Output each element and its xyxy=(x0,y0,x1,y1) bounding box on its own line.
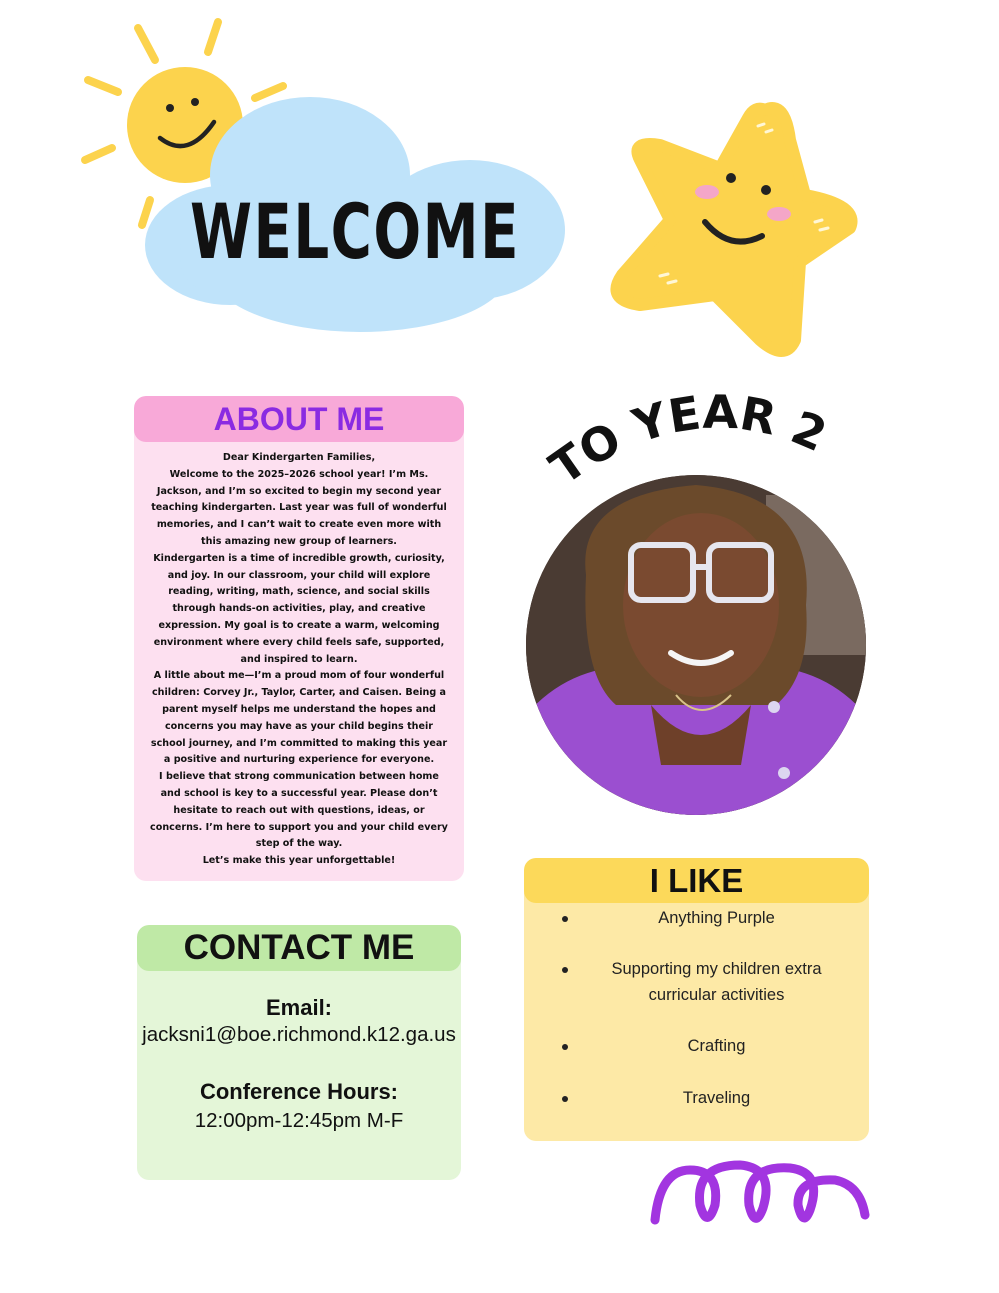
to-year-2-text: TO YEAR 2 xyxy=(540,390,835,496)
bullet-icon xyxy=(562,1096,568,1102)
about-paragraph: Welcome to the 2025–2026 school year! I’m Ms. Jackson, and I’m so excited to begin my second year teaching kindergarten. Last year was full of wonderful memories, and I can’t wait to create even more with this amazing new group of learners. xyxy=(151,468,447,547)
about-me-title: ABOUT ME xyxy=(134,396,464,442)
about-paragraph: I believe that strong communication between home and school is key to a successful year. Please don’t hesitate to reach out with questions, ideas, or concerns. I’m here to support you and your child every step of the way. xyxy=(150,771,448,850)
about-paragraph: Let’s make this year unforgettable! xyxy=(202,855,396,867)
about-me-card xyxy=(134,396,464,881)
list-item xyxy=(524,1033,869,1059)
like-text: Supporting my children extra curricular activities xyxy=(611,960,822,1004)
smiling-star-icon xyxy=(616,108,851,351)
about-paragraph: Kindergarten is a time of incredible growth, curiosity, and joy. In our classroom, your child will explore reading, writing, math, science, and social skills through hands-on activities, play, and creative expression. My goal is to create a warm, welcoming environment where every child feels safe, supported, and inspired to learn. xyxy=(153,552,445,665)
about-paragraph: A little about me—I’m a proud mom of four wonderful children: Corvey Jr., Taylor, Carter, and Caisen. Being a parent myself helps me understand the hopes and concerns you may have as your child begins their school journey, and I’m committed to making this year a positive and nurturing experience for everyone. xyxy=(150,670,448,766)
bullet-icon xyxy=(562,916,568,922)
about-paragraph: Dear Kindergarten Families, xyxy=(222,452,376,463)
contact-me-title: CONTACT ME xyxy=(137,925,461,971)
i-like-card xyxy=(524,858,869,1141)
squiggle-decoration-icon xyxy=(645,1150,875,1235)
list-item xyxy=(524,905,869,931)
about-me-letter xyxy=(134,442,464,870)
i-like-title: I LIKE xyxy=(524,858,869,903)
bullet-icon xyxy=(562,967,568,973)
teacher-photo xyxy=(526,475,866,815)
like-text: Anything Purple xyxy=(658,909,775,927)
contact-me-card xyxy=(137,925,461,1180)
list-item xyxy=(524,956,869,1008)
conference-hours-value: 12:00pm-12:45pm M-F xyxy=(194,1109,404,1132)
teacher-portrait-illustration xyxy=(526,475,866,815)
email-label: Email: xyxy=(265,995,333,1020)
email-value[interactable]: jacksni1@boe.richmond.k12.ga.us xyxy=(142,1023,456,1046)
like-text: Traveling xyxy=(682,1089,751,1107)
bullet-icon xyxy=(562,1044,568,1050)
header-art xyxy=(0,0,999,380)
welcome-title: WELCOME xyxy=(190,187,520,276)
list-item xyxy=(524,1085,869,1111)
conference-hours-label: Conference Hours: xyxy=(199,1079,399,1104)
like-text: Crafting xyxy=(687,1037,746,1055)
